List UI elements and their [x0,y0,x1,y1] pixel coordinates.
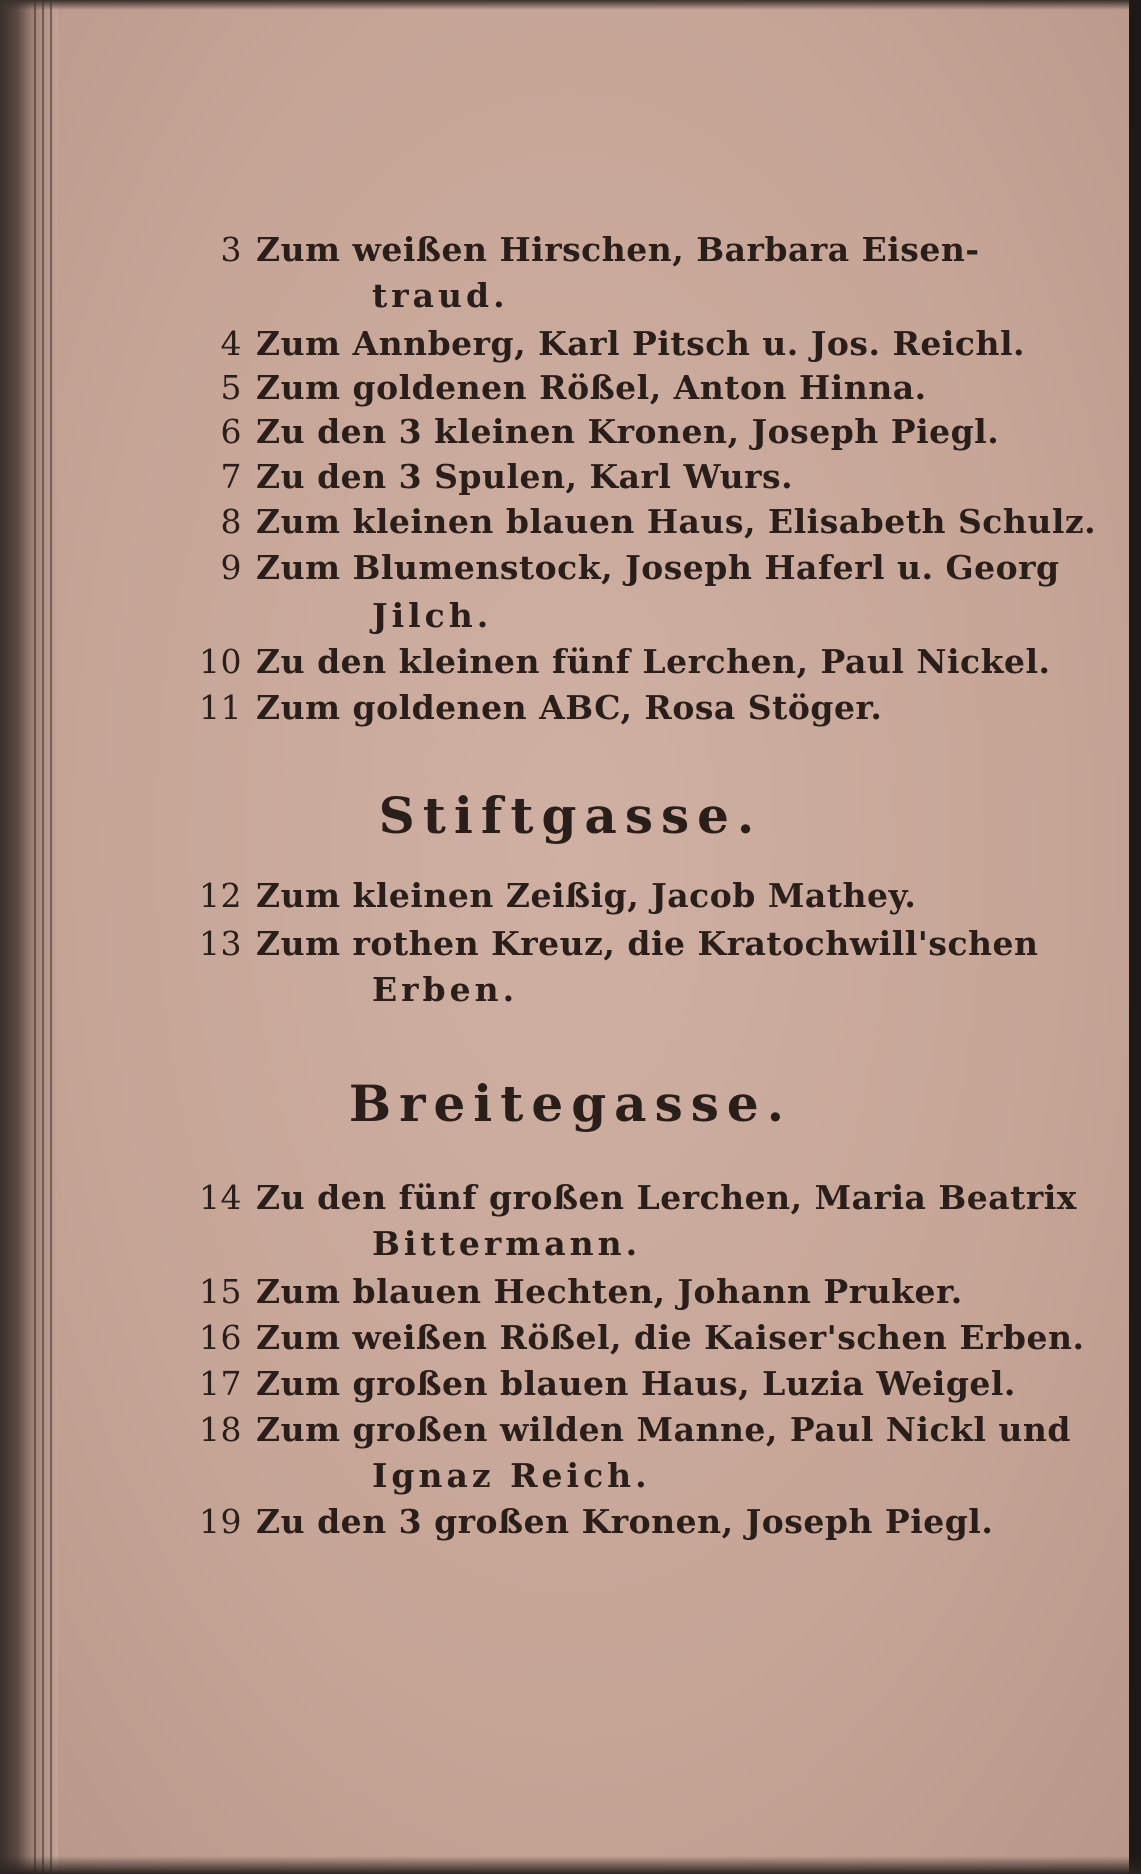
entry-text: Zum goldenen ABC, Rosa Stöger. [256,688,883,727]
page-edge-line [34,0,36,1874]
entry-number: 8 [220,502,242,541]
entry-text: Zum Blumenstock, Joseph Haferl u. Georg [256,548,1060,587]
entry-text: Zum großen blauen Haus, Luzia Weigel. [256,1364,1016,1403]
entry-text: Zum blauen Hechten, Johann Pruker. [256,1272,963,1311]
entry-text: Zum rothen Kreuz, die Kratochwill'schen [256,924,1039,963]
entry-number: 11 [199,688,242,727]
entry-12 [190,874,916,918]
section-heading-breitegasse: Breitegasse. [348,1074,793,1133]
entry-number: 10 [199,642,242,681]
entry-text: Zu den 3 kleinen Kronen, Joseph Piegl. [256,412,1000,451]
page-edge-line [50,0,52,1874]
entry-text: Zum kleinen blauen Haus, Elisabeth Schulz. [256,502,1097,541]
entry-3 [190,228,980,272]
entry-number: 7 [220,457,242,496]
entry-4 [190,322,1025,366]
entry-number: 9 [220,548,242,587]
entry-9 [190,546,1060,590]
entry-number: 4 [220,324,242,363]
entry-16 [190,1316,1084,1360]
entry-18 [190,1408,1071,1452]
entry-13 [190,922,1039,966]
entry-number: 19 [199,1502,242,1541]
entry-9-continuation: Jilch. [372,596,493,635]
entry-text: Zum großen wilden Manne, Paul Nickl und [256,1410,1071,1449]
entry-6 [190,410,999,454]
entry-text: Zu den kleinen fünf Lerchen, Paul Nickel. [256,642,1051,681]
entry-18-continuation: Ignaz Reich. [372,1456,651,1495]
entry-number: 14 [199,1178,242,1217]
entry-text: Zum Annberg, Karl Pitsch u. Jos. Reichl. [256,324,1026,363]
entry-10 [190,640,1051,684]
entry-number: 12 [199,876,242,915]
entry-number: 3 [220,230,242,269]
page-edge-line [42,0,44,1874]
section-heading-stiftgasse: Stiftgasse. [378,786,763,845]
entry-3-continuation: traud. [372,276,509,315]
page-top-edge [0,0,1141,10]
entry-number: 17 [199,1364,242,1403]
entry-number: 5 [220,368,242,407]
entry-text: Zum weißen Hirschen, Barbara Eisen- [256,230,980,269]
entry-text: Zu den 3 Spulen, Karl Wurs. [256,457,794,496]
entry-11 [190,686,882,730]
entry-text: Zum weißen Rößel, die Kaiser'schen Erben. [256,1318,1085,1357]
entry-8 [190,500,1096,544]
entry-number: 15 [199,1272,242,1311]
entry-text: Zu den fünf großen Lerchen, Maria Beatrix [256,1178,1077,1217]
entry-number: 6 [220,412,242,451]
entry-5 [190,366,927,410]
entry-7 [190,455,793,499]
page-right-edge [1129,0,1141,1874]
entry-text: Zum kleinen Zeißig, Jacob Mathey. [256,876,917,915]
entry-15 [190,1270,963,1314]
entry-14-continuation: Bittermann. [372,1224,642,1263]
page-bottom-edge [0,1856,1141,1874]
entry-14 [190,1176,1077,1220]
entry-17 [190,1362,1016,1406]
entry-13-continuation: Erben. [372,970,519,1009]
entry-text: Zu den 3 großen Kronen, Joseph Piegl. [256,1502,994,1541]
entry-number: 16 [199,1318,242,1357]
entry-text: Zum goldenen Rößel, Anton Hinna. [256,368,927,407]
entry-number: 13 [199,924,242,963]
entry-number: 18 [199,1410,242,1449]
entry-19 [190,1500,993,1544]
